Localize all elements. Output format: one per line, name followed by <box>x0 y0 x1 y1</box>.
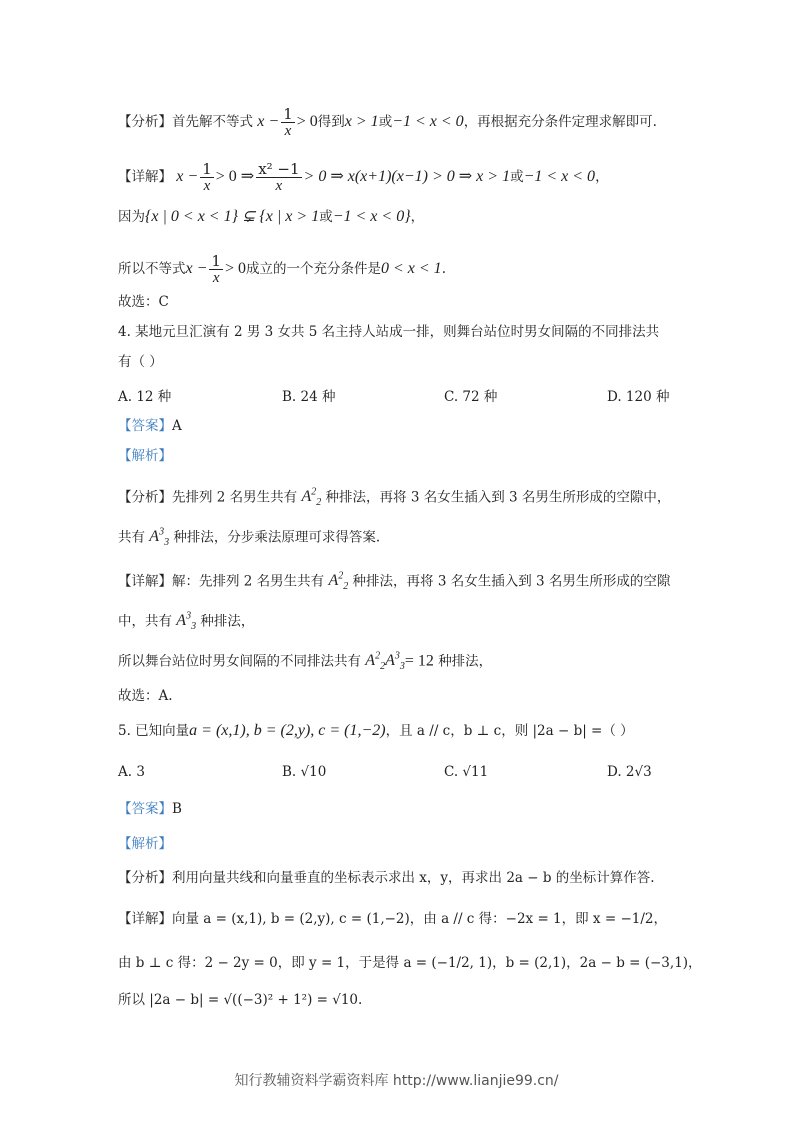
q5-explain-label: 【解析】 <box>118 836 172 852</box>
q3-choice: 故选：C <box>118 294 169 310</box>
q4-answer <box>118 416 182 436</box>
q3-analysis: 【分析】首先解不等式 x − $\frac{1}{x}$ > 0得到x > 1或−1 < x < 0，再根据充分条件定理求解即可. <box>118 105 657 139</box>
q4-detail-line-3: 所以舞台站位时男女间隔的不同排法共有 $A^2_2A^3_3= 12$ 种排法， <box>118 651 493 673</box>
q5-option-a: A. 3 <box>118 764 145 780</box>
q4-option-a: A. 12 种 <box>118 389 172 405</box>
fraction: $\frac{1}{x}$ <box>283 105 293 139</box>
analysis-label: 【分析】 <box>118 114 172 130</box>
fraction: $\frac{1}{x}$ <box>211 252 221 286</box>
answer-value: B <box>172 801 182 817</box>
permutation-a22: $A^2_2$ <box>328 571 349 593</box>
detail-label: 【详解】 <box>118 169 172 185</box>
q4-explain-label: 【解析】 <box>118 448 172 464</box>
q3-conclusion: 所以不等式x − $\frac{1}{x}$ > 0成立的一个充分条件是0 < x < 1. <box>118 252 446 286</box>
q4-stem-line-1: 4. 某地元旦汇演有 2 男 3 女共 5 名主持人站成一排，则舞台站位时男女间隔的不同排法共 <box>118 324 660 340</box>
q3-detail: 【详解】 x − $\frac{1}{x}$ > 0 ⇒ $\frac{\text{x² −1}}{x}$ > 0 ⇒ x(x+1)(x−1) > 0 ⇒ x > 1或−1 < x < 0， <box>118 160 609 194</box>
q5-answer <box>118 799 182 819</box>
q5-option-c: C. √11 <box>444 764 489 780</box>
q4-detail-line-2: 中，共有 $A^3_3$ 种排法， <box>118 611 255 633</box>
q5-stem: 5. 已知向量a = (x,1), b = (2,y), c = (1,−2)，且 a // c，b ⊥ c，则 |2a − b| =（ ） <box>118 722 634 739</box>
q5-detail-line-3: 所以 |2a − b| = √((−3)² + 1²) = √10. <box>118 992 363 1008</box>
q4-option-d: D. 120 种 <box>607 389 670 405</box>
q4-option-b: B. 24 种 <box>282 389 336 405</box>
q5-detail-line-1: 【详解】向量 a = (x,1), b = (2,y), c = (1,−2)，由 a // c 得：−2x = 1，即 x = −1/2， <box>118 911 667 927</box>
q4-analysis-line-1: 【分析】先排列 2 名男生共有 $A^2_2$ 种排法，再将 3 名女生插入到 3 名男生所形成的空隙中， <box>118 487 671 509</box>
q3-because: 因为{x | 0 < x < 1} ⊊ {x | x > 1或−1 < x < 0}， <box>118 208 425 225</box>
q4-option-c: C. 72 种 <box>444 389 498 405</box>
answer-label: 【答案】 <box>118 418 172 434</box>
q4-stem-line-2: 有（ ） <box>118 354 163 370</box>
fraction: $\frac{1}{x}$ <box>202 160 212 194</box>
q5-option-b: B. √10 <box>282 764 327 780</box>
answer-value: A <box>172 418 182 434</box>
permutation-product: $A^2_2A^3_3$ <box>365 651 405 673</box>
q5-detail-line-2: 由 b ⊥ c 得：2 − 2y = 0，即 y = 1，于是得 a = (−1/2, 1)，b = (2,1)，2a − b = (−3,1)， <box>118 955 702 971</box>
q5-analysis: 【分析】利用向量共线和向量垂直的坐标表示求出 x，y，再求出 2a − b 的坐标计算作答. <box>118 870 655 886</box>
permutation-a33: $A^3_3$ <box>176 611 197 633</box>
answer-label: 【答案】 <box>118 801 172 817</box>
footer-watermark: 知行教辅资料学霸资料库 http://www.lianjie99.cn/ <box>234 1073 559 1089</box>
permutation-a22: $A^2_2$ <box>301 487 322 509</box>
q4-analysis-line-2: 共有 $A^3_3$ 种排法，分步乘法原理可求得答案. <box>118 527 381 549</box>
q4-detail-line-1: 【详解】解：先排列 2 名男生共有 $A^2_2$ 种排法，再将 3 名女生插入到 3 名男生所形成的空隙 <box>118 571 671 593</box>
q5-option-d: D. 2√3 <box>607 764 652 780</box>
q4-choice: 故选：A. <box>118 688 173 704</box>
fraction: $\frac{\text{x² −1}}{x}$ <box>258 160 300 194</box>
permutation-a33: $A^3_3$ <box>149 527 170 549</box>
